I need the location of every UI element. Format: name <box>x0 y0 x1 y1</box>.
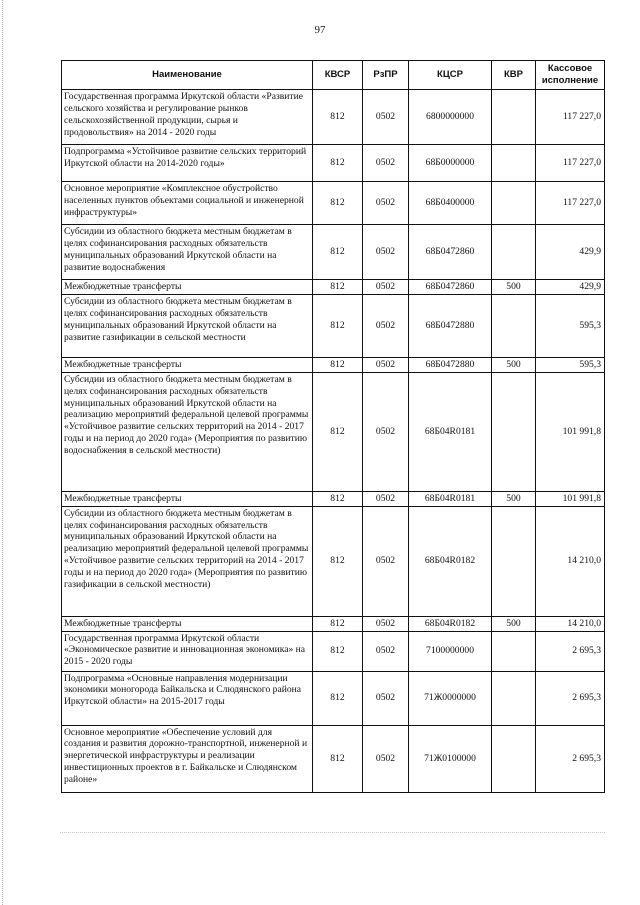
cell-name: Субсидии из областного бюджета местным бюджетам в целях софинансирования расходных обязательств муниципальных образований Иркутской области на реализацию мероприятий федеральной целевой программы «Устойчивое развитие сельских территорий на 2014 - 2017 годы и на период до 2020 года» (Мероприятия по развитию водоснабжения в сельской местности) <box>62 372 313 491</box>
cell-name: Межбюджетные трансферты <box>62 280 313 295</box>
cell-name: Межбюджетные трансферты <box>62 357 313 372</box>
cell-amount: 101 991,8 <box>536 491 605 506</box>
cell-name: Подпрограмма «Основные направления модернизации экономики моногорода Байкальска и Слюдянского района Иркутской области» на 2015-2017 годы <box>62 671 313 725</box>
table-row <box>62 182 605 225</box>
cell-kvsr: 812 <box>313 145 363 182</box>
cell-rzpr: 0502 <box>363 182 409 225</box>
cell-name: Межбюджетные трансферты <box>62 616 313 631</box>
cell-amount: 117 227,0 <box>536 90 605 145</box>
cell-rzpr: 0502 <box>363 616 409 631</box>
cell-kcsr: 68Б0472860 <box>409 225 492 280</box>
table-row <box>62 280 605 295</box>
cell-kvr: 500 <box>492 357 536 372</box>
cell-amount: 117 227,0 <box>536 145 605 182</box>
cell-name: Основное мероприятие «Обеспечение условий для создания и развития дорожно-транспортной, инженерной и энергетической инфраструктуры и реализации инвестиционных проектов в г. Байкальске и Слюдянском районе» <box>62 725 313 792</box>
header-rzpr: РзПР <box>363 61 409 90</box>
table-row <box>62 616 605 631</box>
cell-kvsr: 812 <box>313 725 363 792</box>
cell-kvsr: 812 <box>313 506 363 616</box>
cell-kcsr: 68Б0472860 <box>409 280 492 295</box>
cell-kvr <box>492 90 536 145</box>
table-row <box>62 145 605 182</box>
cell-amount: 2 695,3 <box>536 671 605 725</box>
cell-name: Субсидии из областного бюджета местным бюджетам в целях софинансирования расходных обязательств муниципальных образований Иркутской области на развитие газификации в сельской местности <box>62 294 313 357</box>
cell-kvsr: 812 <box>313 357 363 372</box>
cell-kcsr: 68Б04R0181 <box>409 372 492 491</box>
header-kvsr: КВСР <box>313 61 363 90</box>
cell-rzpr: 0502 <box>363 90 409 145</box>
cell-amount: 117 227,0 <box>536 182 605 225</box>
cell-rzpr: 0502 <box>363 671 409 725</box>
cell-kcsr: 68Б0472880 <box>409 357 492 372</box>
cell-name: Межбюджетные трансферты <box>62 491 313 506</box>
cell-name: Государственная программа Иркутской области «Развитие сельского хозяйства и регулирование рынков сельскохозяйственной продукции, сырья и продовольствия» на 2014 - 2020 годы <box>62 90 313 145</box>
cell-amount: 14 210,0 <box>536 616 605 631</box>
cell-kvr: 500 <box>492 491 536 506</box>
page-number: 97 <box>314 24 326 36</box>
cell-rzpr: 0502 <box>363 280 409 295</box>
cell-rzpr: 0502 <box>363 145 409 182</box>
table-row <box>62 357 605 372</box>
cell-kvr <box>492 506 536 616</box>
cell-kvr: 500 <box>492 280 536 295</box>
cell-kcsr: 68Б0472880 <box>409 294 492 357</box>
cell-rzpr: 0502 <box>363 372 409 491</box>
cell-kvr <box>492 145 536 182</box>
cell-amount: 595,3 <box>536 357 605 372</box>
cell-name: Государственная программа Иркутской области «Экономическое развитие и инновационная экономика» на 2015 - 2020 годы <box>62 631 313 671</box>
cell-kvr <box>492 182 536 225</box>
table-row <box>62 671 605 725</box>
cell-rzpr: 0502 <box>363 357 409 372</box>
cell-kcsr: 71Ж0100000 <box>409 725 492 792</box>
cell-kvsr: 812 <box>313 225 363 280</box>
cell-kvsr: 812 <box>313 491 363 506</box>
table-row <box>62 372 605 491</box>
cell-name: Подпрограмма «Устойчивое развитие сельских территорий Иркутской области на 2014-2020 годы» <box>62 145 313 182</box>
scan-artifact-line <box>60 832 605 837</box>
cell-rzpr: 0502 <box>363 725 409 792</box>
cell-amount: 2 695,3 <box>536 725 605 792</box>
cell-kcsr: 6800000000 <box>409 90 492 145</box>
cell-rzpr: 0502 <box>363 225 409 280</box>
cell-kcsr: 71Ж0000000 <box>409 671 492 725</box>
cell-amount: 595,3 <box>536 294 605 357</box>
cell-name: Субсидии из областного бюджета местным бюджетам в целях софинансирования расходных обязательств муниципальных образований Иркутской области на реализацию мероприятий федеральной целевой программы «Устойчивое развитие сельских территорий на 2014 - 2017 годы и на период до 2020 года» (Мероприятия по развитию газификации в сельской местности) <box>62 506 313 616</box>
cell-kvsr: 812 <box>313 182 363 225</box>
budget-execution-table <box>61 60 605 793</box>
cell-kvr <box>492 372 536 491</box>
table-row <box>62 725 605 792</box>
cell-kcsr: 68Б04R0181 <box>409 491 492 506</box>
cell-kcsr: 68Б0000000 <box>409 145 492 182</box>
scan-margin-line <box>2 0 6 905</box>
table-row <box>62 225 605 280</box>
cell-kvsr: 812 <box>313 616 363 631</box>
cell-rzpr: 0502 <box>363 491 409 506</box>
cell-name: Основное мероприятие «Комплексное обустройство населенных пунктов объектами социальной и инженерной инфраструктуры» <box>62 182 313 225</box>
cell-amount: 2 695,3 <box>536 631 605 671</box>
cell-amount: 429,9 <box>536 280 605 295</box>
cell-kvr: 500 <box>492 616 536 631</box>
table-row <box>62 90 605 145</box>
cell-amount: 429,9 <box>536 225 605 280</box>
cell-kvr <box>492 671 536 725</box>
cell-kvsr: 812 <box>313 280 363 295</box>
cell-kvr <box>492 294 536 357</box>
cell-kvsr: 812 <box>313 671 363 725</box>
table-row <box>62 491 605 506</box>
table-row <box>62 631 605 671</box>
cell-amount: 14 210,0 <box>536 506 605 616</box>
cell-rzpr: 0502 <box>363 506 409 616</box>
table-header-row <box>62 61 605 90</box>
cell-kvsr: 812 <box>313 294 363 357</box>
cell-amount: 101 991,8 <box>536 372 605 491</box>
cell-rzpr: 0502 <box>363 631 409 671</box>
cell-kcsr: 68Б04R0182 <box>409 616 492 631</box>
cell-kvr <box>492 725 536 792</box>
cell-kvsr: 812 <box>313 90 363 145</box>
cell-kcsr: 68Б04R0182 <box>409 506 492 616</box>
header-kvr: КВР <box>492 61 536 90</box>
table-row <box>62 506 605 616</box>
header-amount: Кассовое исполнение <box>536 61 605 90</box>
cell-kcsr: 68Б0400000 <box>409 182 492 225</box>
table-row <box>62 294 605 357</box>
cell-kvsr: 812 <box>313 372 363 491</box>
header-name: Наименование <box>62 61 313 90</box>
cell-kvr <box>492 225 536 280</box>
cell-kvr <box>492 631 536 671</box>
cell-kvsr: 812 <box>313 631 363 671</box>
cell-rzpr: 0502 <box>363 294 409 357</box>
cell-kcsr: 7100000000 <box>409 631 492 671</box>
cell-name: Субсидии из областного бюджета местным бюджетам в целях софинансирования расходных обязательств муниципальных образований Иркутской области на развитие водоснабжения <box>62 225 313 280</box>
header-kcsr: КЦСР <box>409 61 492 90</box>
